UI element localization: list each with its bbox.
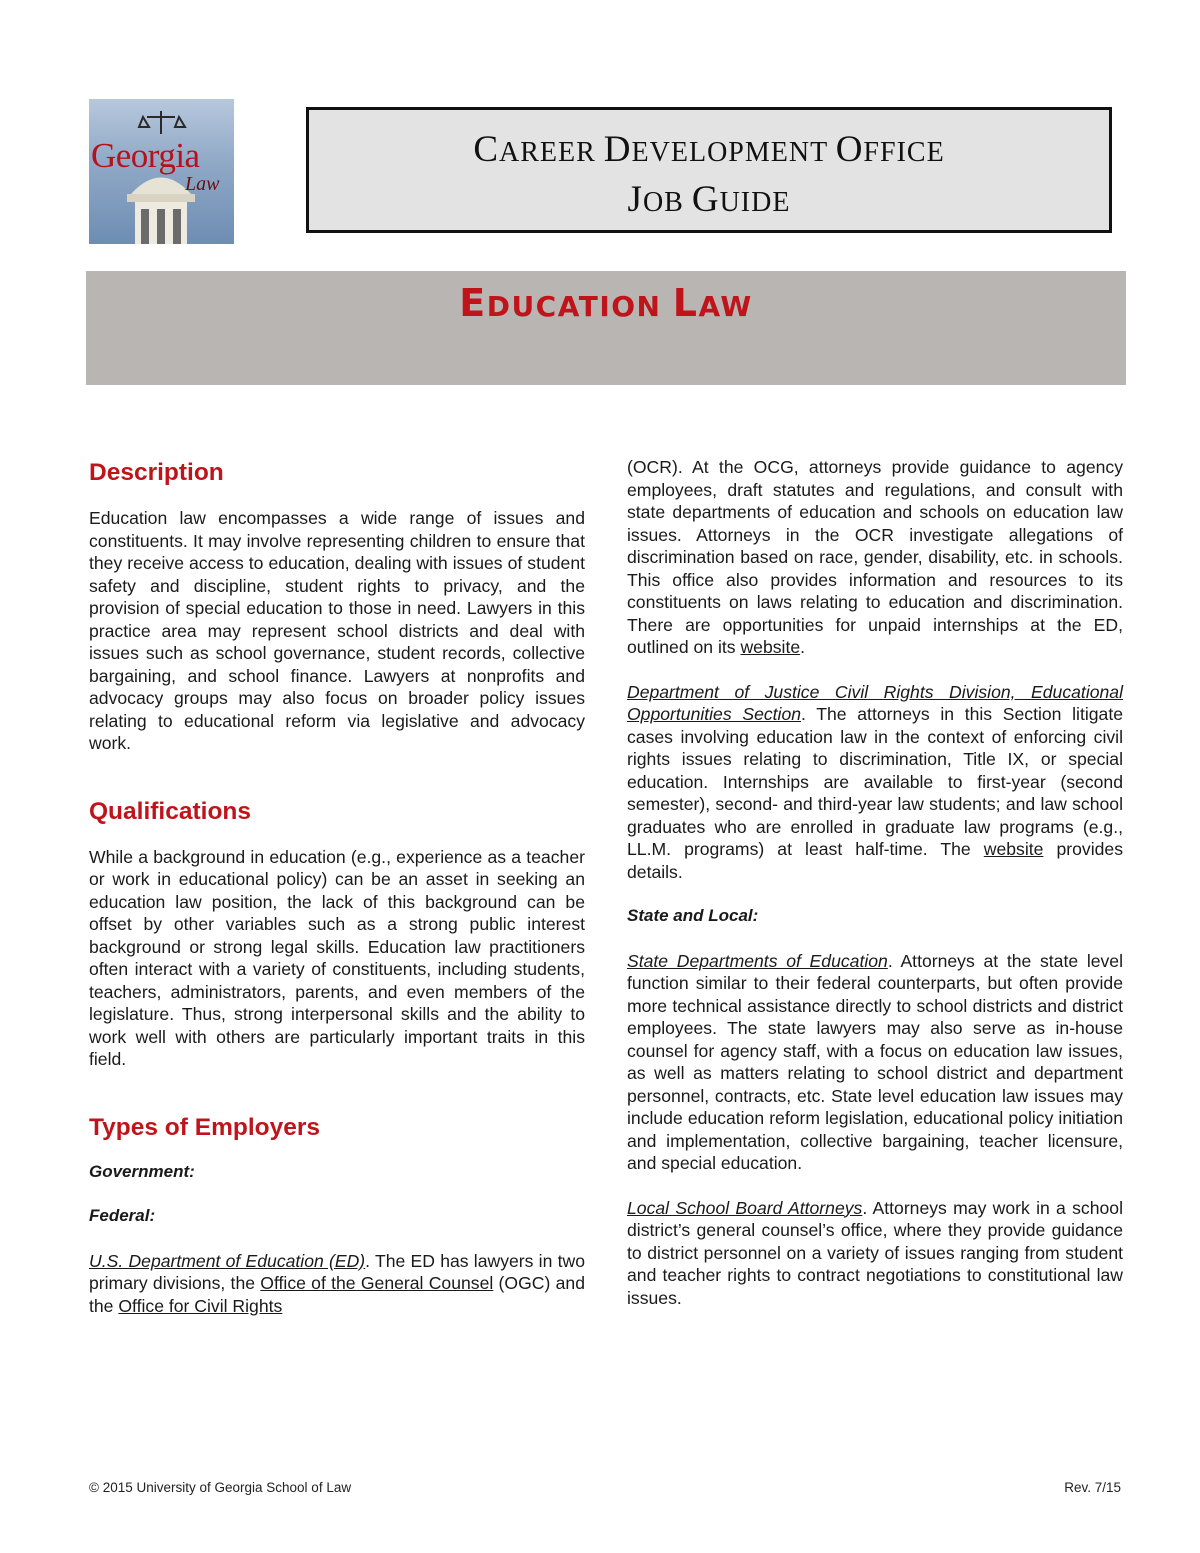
office-name: CAREER DEVELOPMENT OFFICE: [473, 129, 945, 170]
logo-word-georgia: Georgia: [91, 136, 200, 175]
description-body: Education law encompasses a wide range of issues and constituents. It may involve representing children to ensure that they receive access to education, dealing with issues of student safety and discipline, student rights to privacy, and the provision of special education to those in need. Lawyers in this practice area may represent school districts and deal with issues such as school governance, student records, collective bargaining, and school finance. Lawyers at nonprofits and advocacy groups may also focus on broader policy issues relating to educational reform via legislative and advocacy work.: [89, 508, 585, 753]
title-band: [86, 271, 1126, 385]
ocr-link[interactable]: Office for Civil Rights: [118, 1295, 283, 1316]
footer-revision: Rev. 7/15: [1064, 1480, 1121, 1495]
logo-word-law: Law: [185, 173, 220, 195]
page-title: EDUCATION LAW: [459, 281, 753, 325]
description-heading: Description: [89, 459, 224, 486]
federal-label: Federal:: [89, 1206, 156, 1225]
qualifications-body: While a background in education (e.g., experience as a teacher or work in educational policy) can be an asset in seeking an education law position, the lack of this background can be offset by other variables such as a strong public interest background or strong legal skills. Education law practitioners often interact with a variety of constituents, including students, teachers, administrators, parents, and even members of the legislature. Thus, strong interpersonal skills and the ability to work well with others are particularly important traits in this field.: [89, 846, 585, 1069]
qualifications-heading: Qualifications: [89, 797, 252, 825]
state-departments-link[interactable]: State Departments of Education: [627, 950, 888, 971]
ed-link[interactable]: U.S. Department of Education (ED): [89, 1250, 366, 1271]
ed-paragraph: U.S. Department of Education (ED). The ED has lawyers in two primary divisions, the Office of the General Counsel (OGC) and the Office for Civil Rights: [89, 1250, 585, 1316]
doj-website-link[interactable]: website: [983, 839, 1044, 859]
guide-name: JOB GUIDE: [627, 179, 791, 220]
right-column: [627, 456, 1123, 1309]
footer-copyright: © 2015 University of Georgia School of Law: [89, 1480, 352, 1495]
government-label: Government:: [89, 1161, 195, 1181]
state-paragraph: State Departments of Education. Attorneys at the state level function similar to their federal counterparts, but often provide more technical assistance directly to school districts and district employees. The state lawyers may also serve as in-house counsel for agency staff, with a focus on education law issues, as well as matters relating to school district and department personnel, contracts, etc. State level education law issues may include education reform legislation, educational policy initiation and implementation, collective bargaining, teacher licensure, and special education.: [627, 950, 1124, 1173]
local-school-board-link[interactable]: Local School Board Attorneys: [627, 1197, 863, 1218]
ogc-link[interactable]: Office of the General Counsel: [260, 1273, 494, 1293]
doj-link[interactable]: Department of Justice Civil Rights Division, Educational Opportunities Section: [627, 681, 1123, 724]
georgia-law-logo: [89, 99, 234, 244]
state-local-label: State and Local:: [627, 906, 759, 925]
doj-paragraph: Department of Justice Civil Rights Division, Educational Opportunities Section. The attorneys in this Section litigate cases involving education law in the context of enforcing civil rights issues relating to discrimination, Title IX, or special education. Internships are available to first-year (second semester), second- and third-year law students; and law school graduates who are enrolled in graduate law programs (e.g., LL.M. programs) at least half-time. The website provides details.: [627, 681, 1124, 882]
ed-paragraph-continued: (OCR). At the OCG, attorneys provide guidance to agency employees, draft statutes and regulations, and consult with state departments of education and schools on education law issues. Attorneys in the OCR investigate allegations of discrimination based on race, gender, disability, etc. in schools. This office also provides information and resources to its constituents on laws relating to education and discrimination. There are opportunities for unpaid internships at the ED, outlined on its website.: [627, 457, 1123, 657]
employers-heading: Types of Employers: [89, 1113, 321, 1141]
local-paragraph: Local School Board Attorneys. Attorneys may work in a school district’s general counsel’s office, where they provide guidance to district personnel on a variety of issues ranging from student and teacher rights to contract negotiations to constitutional law issues.: [627, 1197, 1123, 1308]
left-column: [89, 456, 585, 1317]
office-header-box: [306, 107, 1112, 233]
ed-website-link[interactable]: website: [740, 637, 801, 657]
